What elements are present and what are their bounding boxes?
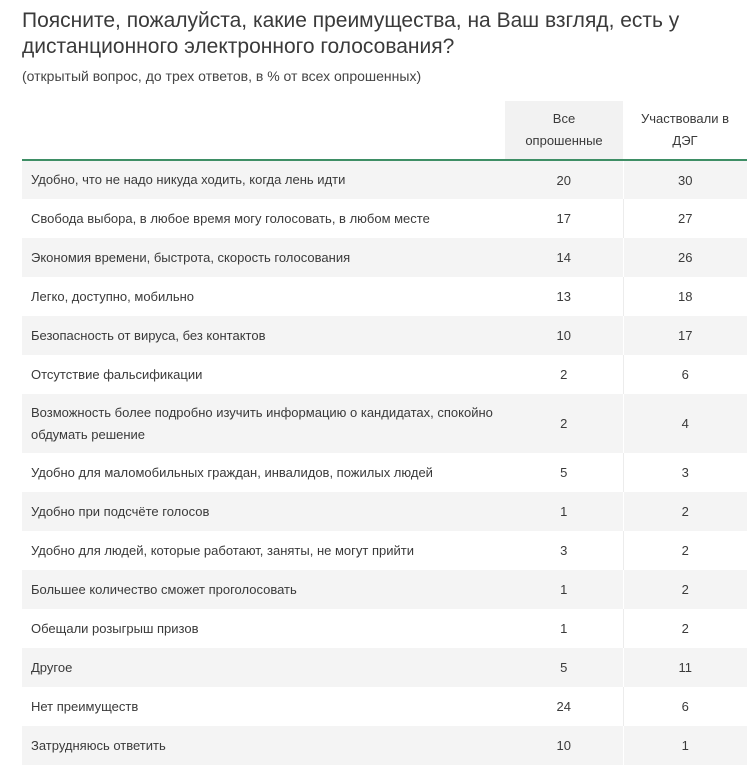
row-value-all: 13	[505, 277, 623, 316]
row-label: Свобода выбора, в любое время могу голосовать, в любом месте	[22, 199, 505, 238]
table-row	[22, 199, 747, 238]
table-row	[22, 726, 747, 765]
header-deg-participants-label: Участвовали в ДЭГ	[640, 111, 730, 148]
table-row	[22, 570, 747, 609]
row-value-all: 14	[505, 238, 623, 277]
table-body	[22, 160, 747, 765]
row-label: Большее количество сможет проголосовать	[22, 570, 505, 609]
row-value-deg: 17	[623, 316, 747, 355]
row-value-all: 10	[505, 316, 623, 355]
table-row	[22, 394, 747, 453]
row-value-all: 5	[505, 648, 623, 687]
row-label: Отсутствие фальсификации	[22, 355, 505, 394]
row-value-all: 5	[505, 453, 623, 492]
table-row	[22, 648, 747, 687]
table-row	[22, 453, 747, 492]
table-row	[22, 355, 747, 394]
row-label: Удобно при подсчёте голосов	[22, 492, 505, 531]
table-row	[22, 160, 747, 199]
row-label: Безопасность от вируса, без контактов	[22, 316, 505, 355]
row-value-all: 17	[505, 199, 623, 238]
row-label: Легко, доступно, мобильно	[22, 277, 505, 316]
row-value-deg: 30	[623, 160, 747, 199]
row-label: Обещали розыгрыш призов	[22, 609, 505, 648]
row-value-deg: 27	[623, 199, 747, 238]
row-value-all: 2	[505, 355, 623, 394]
table-header-row	[22, 101, 747, 160]
row-value-all: 1	[505, 609, 623, 648]
header-label-column	[22, 101, 505, 160]
table-row	[22, 687, 747, 726]
row-value-deg: 26	[623, 238, 747, 277]
results-table	[22, 101, 747, 765]
question-subtitle: (открытый вопрос, до трех ответов, в % от всех опрошенных)	[22, 68, 422, 84]
row-value-all: 2	[505, 394, 623, 453]
row-value-deg: 2	[623, 492, 747, 531]
header-all-respondents	[505, 101, 623, 160]
table-row	[22, 492, 747, 531]
row-value-all: 1	[505, 570, 623, 609]
row-value-all: 3	[505, 531, 623, 570]
row-value-all: 1	[505, 492, 623, 531]
row-value-deg: 2	[623, 609, 747, 648]
row-value-deg: 1	[623, 726, 747, 765]
row-label: Затрудняюсь ответить	[22, 726, 505, 765]
row-label: Удобно для людей, которые работают, заняты, не могут прийти	[22, 531, 505, 570]
table-row	[22, 531, 747, 570]
row-label: Возможность более подробно изучить информацию о кандидатах, спокойно обдумать решение	[22, 394, 505, 453]
table-row	[22, 316, 747, 355]
table-row	[22, 609, 747, 648]
row-value-deg: 3	[623, 453, 747, 492]
table-row	[22, 238, 747, 277]
question-title: Поясните, пожалуйста, какие преимущества, на Ваш взгляд, есть у дистанционного электронного голосования?	[22, 9, 680, 58]
row-value-all: 10	[505, 726, 623, 765]
row-value-deg: 6	[623, 687, 747, 726]
row-value-deg: 6	[623, 355, 747, 394]
row-value-deg: 18	[623, 277, 747, 316]
row-label: Экономия времени, быстрота, скорость голосования	[22, 238, 505, 277]
header-deg-participants	[623, 101, 747, 160]
row-label: Удобно, что не надо никуда ходить, когда лень идти	[22, 160, 505, 199]
row-value-deg: 2	[623, 570, 747, 609]
row-value-all: 24	[505, 687, 623, 726]
row-label: Нет преимуществ	[22, 687, 505, 726]
table-row	[22, 277, 747, 316]
row-label: Другое	[22, 648, 505, 687]
row-value-all: 20	[505, 160, 623, 199]
row-value-deg: 2	[623, 531, 747, 570]
row-value-deg: 11	[623, 648, 747, 687]
header-all-respondents-label: Все опрошенные	[525, 111, 603, 148]
row-value-deg: 4	[623, 394, 747, 453]
row-label: Удобно для маломобильных граждан, инвалидов, пожилых людей	[22, 453, 505, 492]
